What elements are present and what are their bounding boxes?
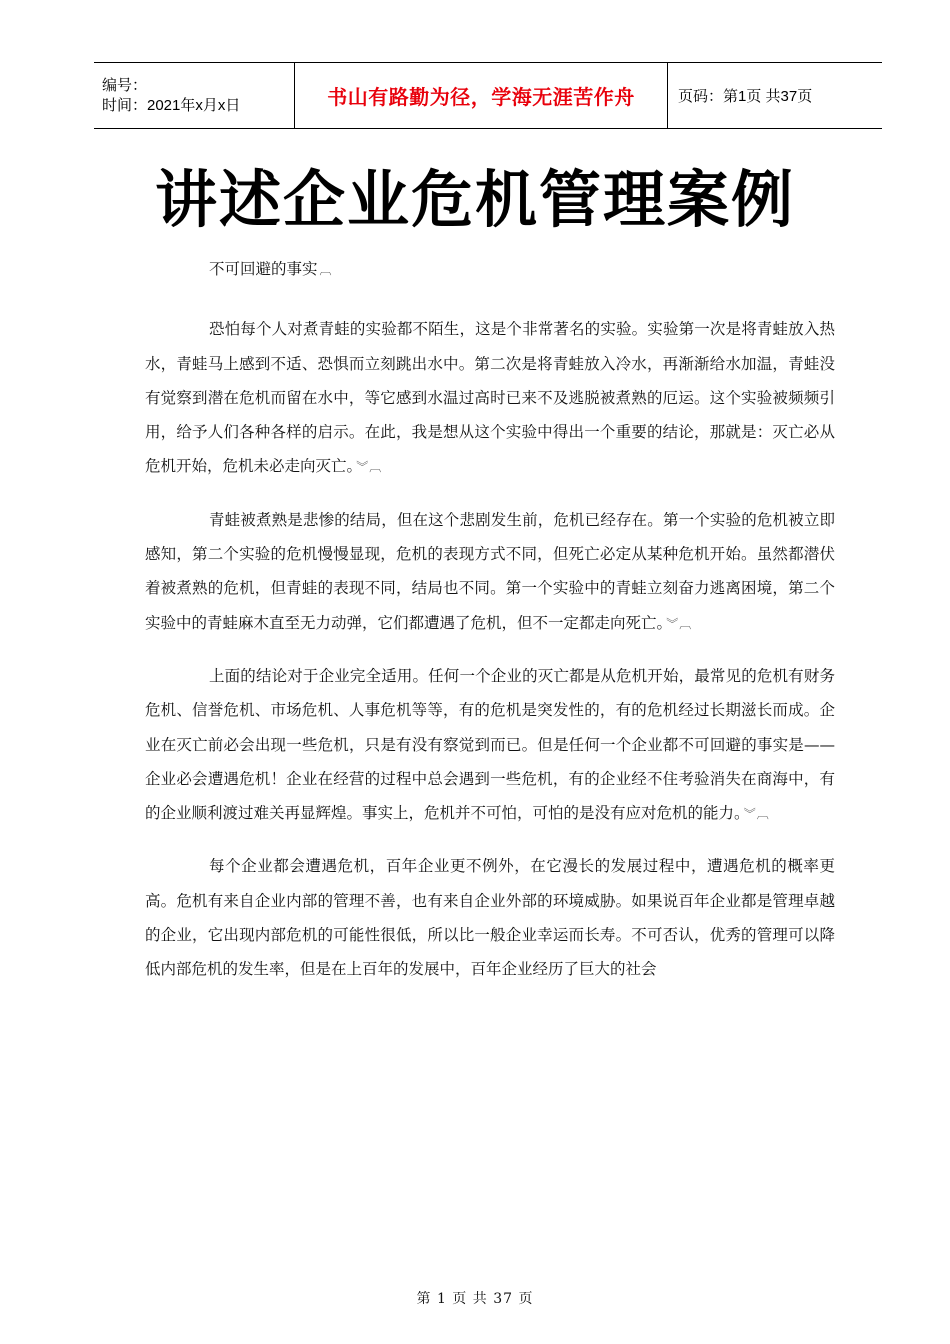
paragraph	[145, 503, 835, 641]
paragraph-break-mark: ︾︹	[666, 616, 693, 631]
header-motto: 书山有路勤为径，学海无涯苦作舟	[295, 63, 668, 128]
paragraph-text: 青蛙被煮熟是悲惨的结局，但在这个悲剧发生前，危机已经存在。第一个实验的危机被立即感知，第二个实验的危机慢慢显现，危机的表现方式不同，但死亡必定从某种危机开始。虽然都潜伏着被煮熟的危机，但青蛙的表现不同，结局也不同。第一个实验中的青蛙立刻奋力逃离困境，第二个实验中的青蛙麻木直至无力动弹，它们都遭遇了危机，但不一定都走向死亡。	[145, 510, 835, 632]
paragraph-break-mark: ︾︹	[356, 460, 383, 475]
document-time-label: 时间：2021年x月x日	[102, 96, 241, 114]
document-title: 讲述企业危机管理案例	[154, 163, 795, 236]
paragraph	[145, 849, 835, 986]
paragraph-text: 上面的结论对于企业完全适用。任何一个企业的灭亡都是从危机开始，最常见的危机有财务危机、信誉危机、市场危机、人事危机等等，有的危机是突发性的，有的危机经过长期滋长而成。企业在灭亡前必会出现一些危机，只是有没有察觉到而已。但是任何一个企业都不可回避的事实是——企业必会遭遇危机！企业在经营的过程中总会遇到一些危机，有的企业经不住考验消失在商海中，有的企业顺利渡过难关再显辉煌。事实上，危机并不可怕，可怕的是没有应对危机的能力。	[145, 666, 835, 823]
paragraph-text: 不可回避的事实	[209, 260, 318, 278]
header-page-label: 页码：第1页 共37页	[678, 88, 813, 105]
paragraph-text: 恐怕每个人对煮青蛙的实验都不陌生，这是个非常著名的实验。实验第一次是将青蛙放入热水，青蛙马上感到不适、恐惧而立刻跳出水中。第二次是将青蛙放入冷水，再渐渐给水加温，青蛙没有觉察到潜在危机而留在水中，等它感到水温过高时已来不及逃脱被煮熟的厄运。这个实验被频频引用，给予人们各种各样的启示。在此，我是想从这个实验中得出一个重要的结论，那就是：灭亡必从危机开始，危机未必走向灭亡。	[145, 320, 835, 476]
document-body	[145, 252, 835, 1005]
page-header	[94, 62, 882, 129]
paragraph	[145, 659, 835, 831]
paragraph-break-mark: ︾︹	[743, 807, 770, 822]
paragraph-intro	[145, 252, 835, 287]
paragraph-break-mark: ︹	[319, 263, 333, 277]
page-footer: 第 1 页 共 37 页	[416, 1291, 534, 1307]
paragraph-text: 每个企业都会遭遇危机，百年企业更不例外，在它漫长的发展过程中，遭遇危机的概率更高。危机有来自企业内部的管理不善，也有来自企业外部的环境威胁。如果说百年企业都是管理卓越的企业，它出现内部危机的可能性很低，所以比一般企业幸运而长寿。不可否认，优秀的管理可以降低内部危机的发生率，但是在上百年的发展中，百年企业经历了巨大的社会	[145, 857, 835, 979]
paragraph	[145, 312, 835, 484]
header-meta	[94, 63, 295, 128]
document-number-label: 编号：	[102, 76, 148, 94]
